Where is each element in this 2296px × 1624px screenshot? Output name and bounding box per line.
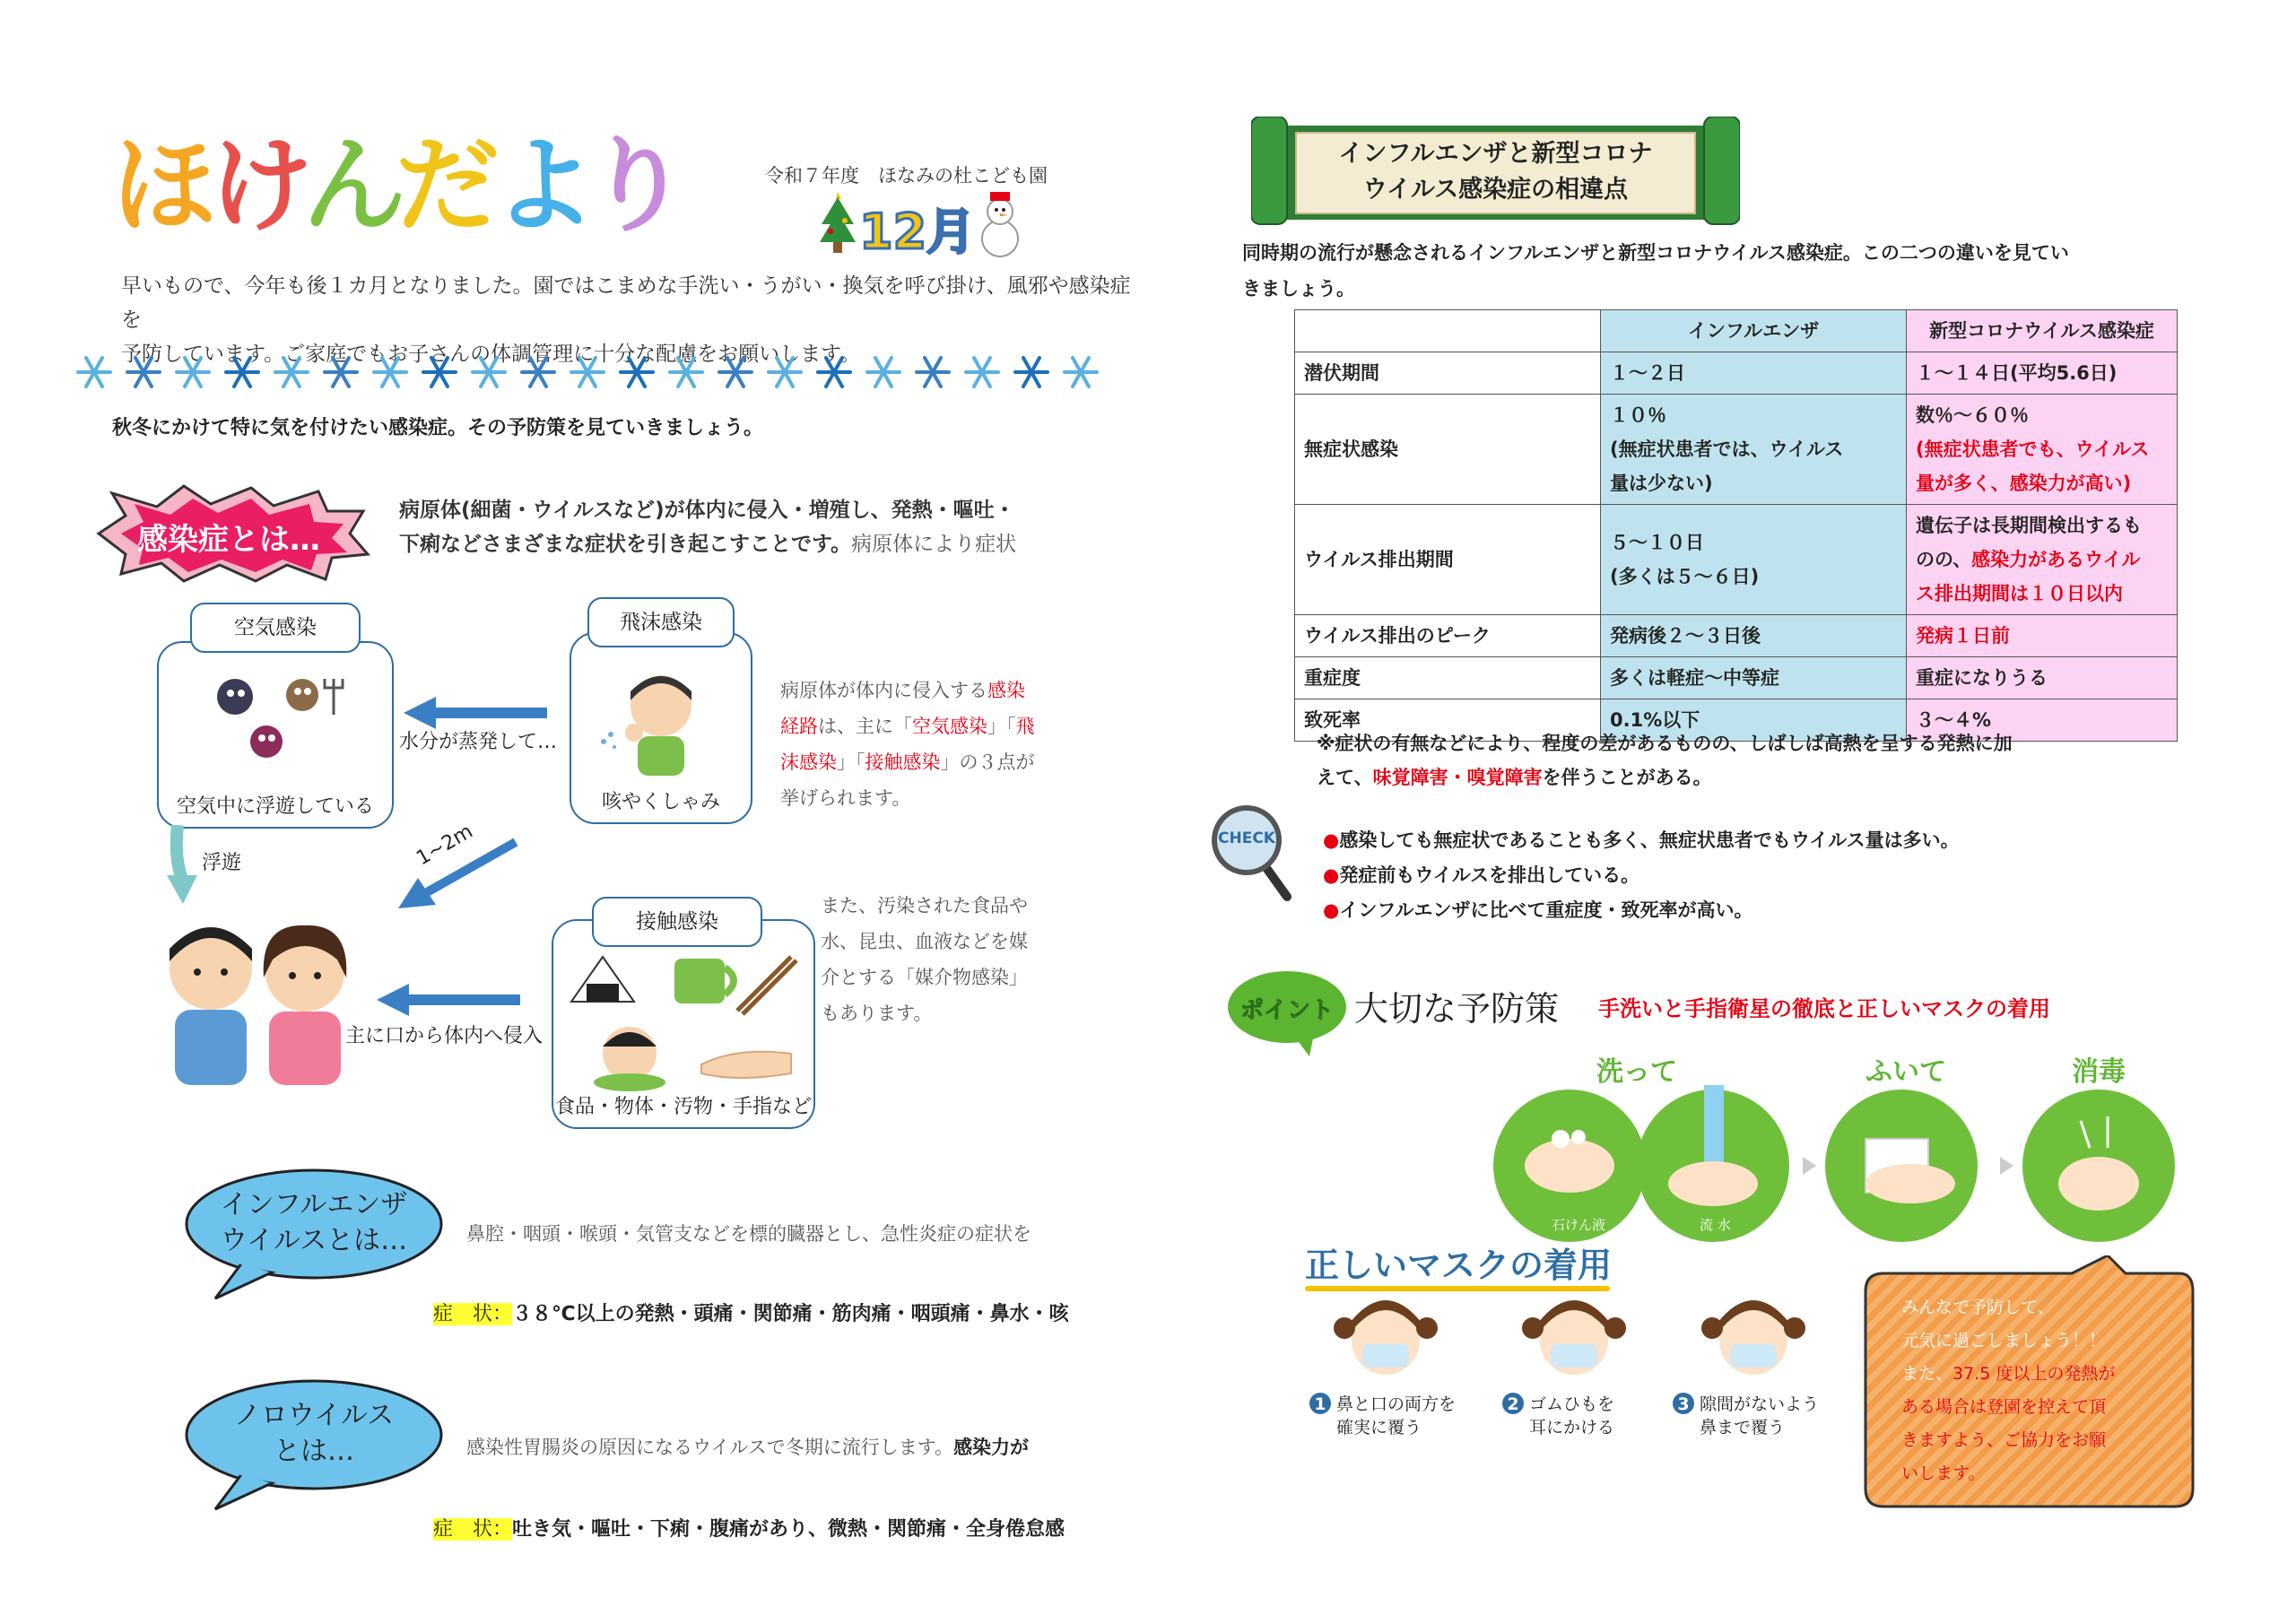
infection-desc-2b: 病原体により症状: [851, 533, 1017, 556]
cell-flu-fatality: 0.1%以下: [1601, 699, 1907, 742]
compare-title-scroll: [1251, 117, 1740, 229]
norovirus-symptoms: 吐き気・嘔吐・下痢・腹痛があり、微熱・関節痛・全身倦怠感: [512, 1518, 1065, 1541]
arrow-evaporate-icon: [404, 695, 547, 731]
cell-flu-asymptomatic: [1601, 395, 1907, 505]
cell-cov-shed-3: ス排出期間は１０日以内: [1916, 583, 2123, 604]
title-char-3: ん: [302, 126, 406, 247]
check-list: [1323, 823, 1960, 928]
step-wipe-label: ふいて: [1866, 1056, 1946, 1088]
table-header-row: [1295, 310, 2178, 352]
mask-step-1-line-2: 確実に覆う: [1336, 1418, 1422, 1437]
cell-covid-shedding: [1907, 505, 2178, 615]
compare-note-2a: えて、: [1317, 767, 1373, 788]
magnifier-icon: [1211, 803, 1292, 901]
arrow-mouth-icon: [377, 982, 520, 1018]
message-line-3a: また、: [1901, 1364, 1953, 1384]
month-label: 12月: [859, 204, 976, 260]
col-header-flu: インフルエンザ: [1601, 310, 1907, 352]
compare-title: [1296, 136, 1695, 208]
influenza-desc: 鼻腔・咽頭・喉頭・気管支などを標的臓器とし、急性炎症の症状を: [466, 1223, 1031, 1245]
mouth-label: 主に口から体内へ侵入: [345, 1025, 544, 1047]
cell-cov-asymp-3: 量が多く、感染力が高い): [1916, 473, 2132, 494]
cell-cov-shed-2b: 感染力があるウイル: [1971, 549, 2141, 570]
newsletter-title: [112, 126, 690, 251]
title-char-6: り: [586, 126, 690, 247]
title-char-1: ほ: [112, 126, 216, 247]
mask-step-2-num: 2: [1502, 1393, 1524, 1414]
message-line-2: 元気に過ごしましょう！！: [1901, 1331, 2107, 1350]
route-note-p2: 感染: [987, 680, 1025, 701]
table-row: [1295, 615, 2178, 657]
sneezing-boy-icon: [598, 661, 724, 777]
vector-note-1: また、汚染された食品や: [821, 895, 1028, 916]
influenza-sym-label: 症 状：: [433, 1303, 513, 1325]
cell-covid-fatality: ３～４%: [1907, 699, 2178, 742]
point-label: ポイント: [1239, 997, 1334, 1024]
vector-note-2: 水、昆虫、血液などを媒: [821, 931, 1028, 952]
row-label-incubation: 潜伏期間: [1295, 352, 1601, 395]
intro-line-2: 予防しています。ご家庭でもお子さんの体調管理に十分な配慮をお願いします。: [121, 343, 861, 366]
compare-intro-2: きましょう。: [1242, 278, 1355, 300]
mask-step-3-num: 3: [1673, 1393, 1694, 1414]
route-note-p4: は、主に「: [818, 716, 912, 737]
route-note-p1: 病原体が体内に侵入する: [780, 680, 987, 701]
vector-note-4: もあります。: [821, 1003, 933, 1024]
title-char-2: け: [209, 126, 313, 247]
snowflake-divider: [72, 350, 1139, 395]
vector-note-3: 介とする「媒介物感染」: [821, 967, 1028, 988]
table-row: [1295, 352, 2178, 395]
route-note-p8: 沫感染: [780, 751, 837, 773]
christmas-tree-icon: [818, 188, 857, 260]
cell-cov-shed-1: 遺伝子は長期間検出するも: [1916, 515, 2142, 536]
check-item-1: ●感染しても無症状であることも多く、無症状患者でもウイルス量は多い。: [1323, 829, 1960, 851]
cell-flu-asymp-1: １０％: [1610, 404, 1666, 426]
contact-label: 接触感染: [592, 897, 762, 947]
route-note-p9: 」「: [837, 751, 865, 773]
infection-heading-label: 感染症とは…: [137, 522, 320, 558]
float-label: 浮遊: [202, 852, 242, 874]
row-label-peak: ウイルス排出のピーク: [1295, 615, 1601, 657]
route-note-p11: 」の３点が: [940, 751, 1035, 773]
norovirus-bubble-line-2: とは…: [274, 1436, 354, 1467]
cell-flu-shed-2: (多くは５～６日): [1610, 566, 1760, 587]
compare-note-2b: 味覚障害・嗅覚障害: [1372, 767, 1543, 788]
route-note-p12: 挙げられます。: [780, 787, 911, 809]
cell-flu-incubation: １～２日: [1601, 352, 1907, 395]
infection-desc-2: 下痢などさまざまな症状を引き起こすことです。: [399, 533, 852, 556]
table-row: [1295, 395, 2178, 505]
route-note: [780, 673, 1076, 816]
handwash-steps: [1489, 1049, 2197, 1246]
month-badge: [818, 188, 1033, 260]
cell-cov-shed-2a: のの、: [1916, 549, 1972, 570]
message-line-1: みんなで予防して、: [1901, 1298, 2055, 1317]
mask-title-underline: [1305, 1284, 1610, 1293]
contact-caption: 食品・物体・汚物・手指など: [554, 1096, 812, 1118]
influenza-bubble: [179, 1166, 448, 1291]
influenza-bubble-line-1: インフルエンザ: [220, 1189, 408, 1220]
table-row: [1295, 505, 2178, 615]
row-label-severity: 重症度: [1295, 657, 1601, 699]
soap-label: 石けん液: [1552, 1217, 1606, 1233]
compare-title-line-2: ウイルス感染症の相違点: [1362, 176, 1629, 204]
norovirus-sym-label: 症 状：: [433, 1518, 513, 1541]
mask-step-1: [1309, 1393, 1489, 1439]
route-note-p10: 接触感染: [865, 751, 941, 773]
droplet-caption: 咳やくしゃみ: [601, 791, 720, 813]
message-line-5: きますよう、ご協力をお願: [1901, 1430, 2107, 1450]
germs-icon: [195, 661, 356, 769]
mask-step-2: [1502, 1393, 1682, 1439]
infection-heading: [85, 484, 372, 583]
cell-cov-asymp-1: 数％～６０％: [1916, 404, 2029, 426]
check-label: CHECK: [1218, 829, 1275, 847]
cell-covid-peak: 発病１日前: [1907, 615, 2178, 657]
cell-flu-asymp-2: (無症状患者では、ウイルス: [1610, 439, 1844, 460]
cell-cov-asymp-2: (無症状患者でも、ウイルス: [1916, 439, 2150, 460]
intro-line-1: 早いもので、今年も後１カ月となりました。園ではこまめな手洗い・うがい・換気を呼び掛け、風邪や感染症を: [121, 274, 1131, 332]
prevention-subtitle: 手洗いと手指衛星の徹底と正しいマスクの着用: [1598, 996, 2050, 1021]
compare-title-line-1: インフルエンザと新型コロナ: [1338, 140, 1653, 168]
mask-girls-icon: [1296, 1296, 1852, 1385]
evaporate-label: 水分が蒸発して…: [399, 731, 558, 753]
mask-step-2-line-2: 耳にかける: [1529, 1418, 1615, 1437]
norovirus-desc-b: 感染力が: [953, 1437, 1030, 1458]
compare-note-2c: を伴うことがある。: [1542, 767, 1712, 788]
snowman-icon: [978, 188, 1022, 260]
message-line-3b: 37.5 度以上の発熱が: [1952, 1364, 2116, 1384]
route-note-p3: 経路: [780, 716, 818, 737]
compare-note-1: ※症状の有無などにより、程度の差があるものの、しばしば高熱を呈する発熱に加: [1317, 733, 2013, 754]
title-char-5: よ: [492, 126, 596, 247]
influenza-bubble-line-2: ウイルスとは…: [220, 1225, 408, 1256]
influenza-symptoms: ３８℃以上の発熱・頭痛・関節痛・筋肉痛・咽頭痛・鼻水・咳: [512, 1303, 1069, 1325]
prevention-title: 大切な予防策: [1354, 989, 1560, 1029]
cell-covid-asymptomatic: [1907, 395, 2178, 505]
check-item-2: ●発症前もウイルスを排出している。: [1323, 864, 1640, 886]
norovirus-bubble-line-1: ノロウイルス: [233, 1400, 395, 1431]
mask-steps: [1296, 1296, 1852, 1448]
row-label-asymptomatic: 無症状感染: [1295, 395, 1601, 505]
mask-step-3-line-2: 鼻まで覆う: [1700, 1418, 1786, 1437]
norovirus-bubble: [179, 1376, 448, 1502]
compare-intro-1: 同時期の流行が懸念されるインフルエンザと新型コロナウイルス感染症。この二つの違いを見てい: [1242, 242, 2069, 264]
distance-label: 1~2m: [413, 820, 477, 871]
contact-box: [552, 919, 815, 1129]
col-header-covid: 新型コロナウイルス感染症: [1907, 310, 2178, 352]
mask-step-3: [1673, 1393, 1852, 1439]
arrow-float-icon: [161, 825, 206, 906]
mask-step-2-line-1: ゴムひもを: [1529, 1394, 1615, 1414]
route-note-p7: 飛: [1015, 716, 1035, 737]
cell-flu-peak: 発病後２～３日後: [1601, 615, 1907, 657]
cell-flu-asymp-3: 量は少ない): [1610, 473, 1713, 494]
table-row: [1295, 657, 2178, 699]
title-char-4: だ: [396, 126, 500, 247]
row-label-shedding: ウイルス排出期間: [1295, 505, 1601, 615]
children-icon: [152, 906, 368, 1085]
step-disinfect-label: 消毒: [2072, 1056, 2126, 1088]
mask-step-1-line-1: 鼻と口の両方を: [1336, 1394, 1457, 1414]
vector-note: [821, 888, 1081, 1031]
airborne-caption: 空気中に浮遊している: [176, 795, 374, 818]
message-line-6: いします。: [1901, 1463, 1986, 1483]
infection-desc-1: 病原体(細菌・ウイルスなど)が体内に侵入・増殖し、発熱・嘔吐・: [399, 499, 1015, 522]
mask-step-1-num: 1: [1309, 1393, 1331, 1414]
cell-flu-shedding: [1601, 505, 1907, 615]
airborne-label: 空気感染: [190, 603, 361, 653]
norovirus-desc-a: 感染性胃腸炎の原因になるウイルスで冬期に流行します。: [466, 1437, 954, 1458]
water-label: 流 水: [1700, 1217, 1731, 1233]
mask-title: 正しいマスクの着用: [1305, 1246, 1613, 1285]
lead-text: 秋冬にかけて特に気を付けたい感染症。その予防策を見ていきましょう。: [112, 417, 764, 439]
droplet-label: 飛沫感染: [587, 597, 735, 647]
check-badge: [1211, 803, 1292, 901]
mask-step-3-line-1: 隙間がないよう: [1700, 1394, 1820, 1414]
row-label-fatality: 致死率: [1295, 699, 1601, 742]
contact-items-icon: [567, 948, 800, 1091]
message-line-4: ある場合は登園を控えて頂: [1901, 1397, 2107, 1417]
cell-covid-severity: 重症になりうる: [1907, 657, 2178, 699]
school-name: 令和７年度 ほなみの杜こども園: [765, 165, 1048, 187]
route-note-p5: 空気感染: [912, 716, 987, 737]
check-item-3: ●インフルエンザに比べて重症度・致死率が高い。: [1323, 899, 1753, 921]
droplet-box: [570, 632, 752, 824]
cell-covid-incubation: １～１４日(平均5.6日): [1907, 352, 2178, 395]
message-box: [1857, 1255, 2197, 1511]
cell-flu-severity: 多くは軽症～中等症: [1601, 657, 1907, 699]
route-note-p6: 」「: [987, 716, 1016, 737]
airborne-box: [157, 641, 394, 829]
point-badge: [1224, 967, 1350, 1056]
comparison-table: [1294, 309, 2178, 742]
step-wash-label: 洗って: [1596, 1056, 1677, 1088]
cell-flu-shed-1: ５～１０日: [1610, 532, 1704, 553]
